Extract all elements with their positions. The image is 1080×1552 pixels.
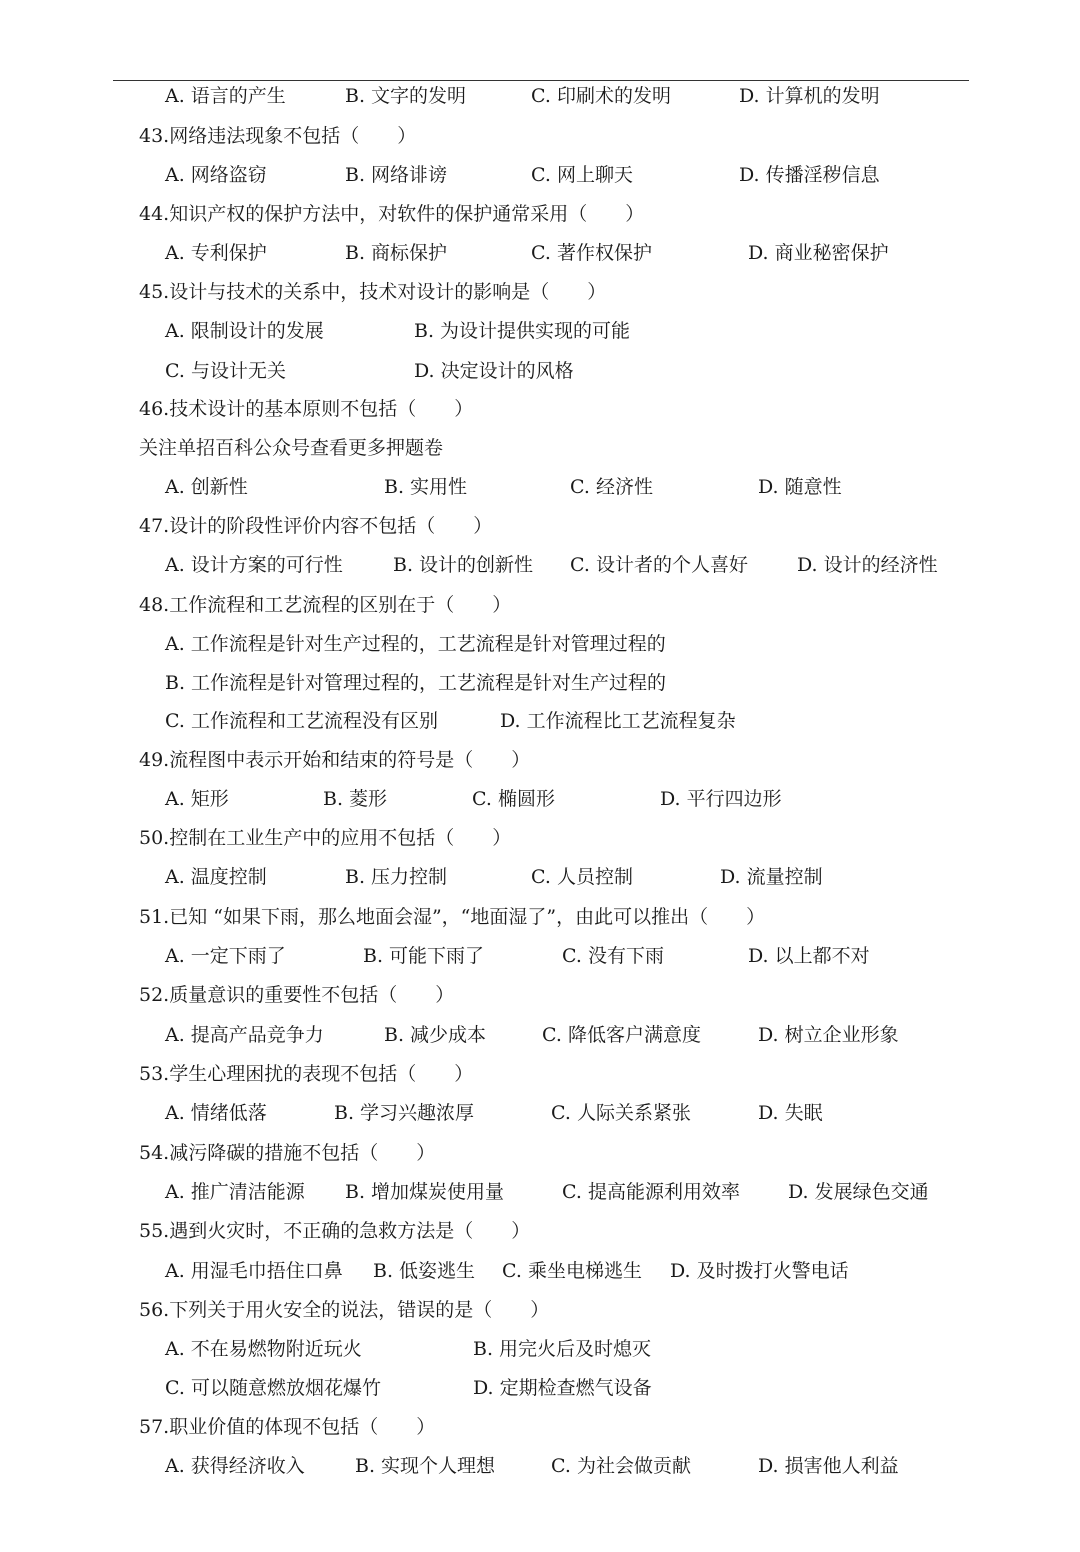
question-line bbox=[0, 1216, 1080, 1256]
question-line bbox=[0, 980, 1080, 1020]
question-line bbox=[0, 511, 1080, 551]
answer-option: C. 降低客户满意度 bbox=[542, 1024, 701, 1046]
answer-option: B. 压力控制 bbox=[345, 866, 448, 888]
answer-option: B. 为设计提供实现的可能 bbox=[414, 320, 631, 342]
options-line bbox=[0, 81, 1080, 121]
answer-option: C. 椭圆形 bbox=[472, 788, 555, 810]
question-line bbox=[0, 745, 1080, 785]
answer-option: A. 限制设计的发展 bbox=[165, 320, 324, 342]
answer-option: C. 人际关系紧张 bbox=[551, 1102, 691, 1124]
answer-option: C. 提高能源利用效率 bbox=[562, 1181, 740, 1203]
answer-option: D. 流量控制 bbox=[720, 866, 823, 888]
answer-option: D. 失眠 bbox=[758, 1102, 823, 1124]
options-line bbox=[0, 160, 1080, 200]
answer-option: C. 印刷术的发明 bbox=[531, 85, 671, 107]
answer-option: D. 工作流程比工艺流程复杂 bbox=[500, 710, 736, 732]
question-text: 45.设计与技术的关系中，技术对设计的影响是（ ） bbox=[139, 281, 607, 303]
answer-option: A. 矩形 bbox=[165, 788, 229, 810]
answer-option: D. 决定设计的风格 bbox=[414, 360, 574, 382]
answer-option: B. 可能下雨了 bbox=[363, 945, 485, 967]
question-line bbox=[0, 1412, 1080, 1452]
answer-option: D. 损害他人利益 bbox=[758, 1455, 899, 1477]
question-text: 47.设计的阶段性评价内容不包括（ ） bbox=[139, 515, 493, 537]
options-line bbox=[0, 1373, 1080, 1413]
question-text: 46.技术设计的基本原则不包括（ ） bbox=[139, 398, 474, 420]
question-text: 57.职业价值的体现不包括（ ） bbox=[139, 1416, 436, 1438]
answer-option: D. 及时拨打火警电话 bbox=[670, 1260, 849, 1282]
answer-option: D. 发展绿色交通 bbox=[788, 1181, 929, 1203]
answer-option: B. 实现个人理想 bbox=[355, 1455, 496, 1477]
question-line bbox=[0, 199, 1080, 239]
answer-option: A. 语言的产生 bbox=[165, 85, 286, 107]
answer-option: B. 实用性 bbox=[384, 476, 468, 498]
question-line bbox=[0, 121, 1080, 161]
options-line bbox=[0, 862, 1080, 902]
answer-option: C. 为社会做贡献 bbox=[551, 1455, 691, 1477]
question-text: 44.知识产权的保护方法中，对软件的保护通常采用（ ） bbox=[139, 203, 645, 225]
answer-option: A. 工作流程是针对生产过程的，工艺流程是针对管理过程的 bbox=[165, 633, 666, 655]
answer-option: C. 经济性 bbox=[570, 476, 653, 498]
question-text: 53.学生心理困扰的表现不包括（ ） bbox=[139, 1063, 474, 1085]
answer-option: B. 工作流程是针对管理过程的，工艺流程是针对生产过程的 bbox=[165, 672, 667, 694]
question-line bbox=[0, 1295, 1080, 1335]
options-line bbox=[0, 1020, 1080, 1060]
answer-option: A. 情绪低落 bbox=[165, 1102, 267, 1124]
answer-option: C. 没有下雨 bbox=[562, 945, 664, 967]
answer-option: A. 创新性 bbox=[165, 476, 248, 498]
question-text: 48.工作流程和工艺流程的区别在于（ ） bbox=[139, 594, 512, 616]
options-line bbox=[0, 1334, 1080, 1374]
question-line bbox=[0, 823, 1080, 863]
options-line bbox=[0, 668, 1080, 708]
options-line bbox=[0, 1098, 1080, 1138]
answer-option: A. 用湿毛巾捂住口鼻 bbox=[165, 1260, 343, 1282]
notice-line bbox=[0, 433, 1080, 473]
question-text: 50.控制在工业生产中的应用不包括（ ） bbox=[139, 827, 512, 849]
options-line bbox=[0, 316, 1080, 356]
question-line bbox=[0, 1138, 1080, 1178]
question-text: 55.遇到火灾时，不正确的急救方法是（ ） bbox=[139, 1220, 531, 1242]
answer-option: D. 定期检查燃气设备 bbox=[473, 1377, 652, 1399]
answer-option: C. 网上聊天 bbox=[531, 164, 633, 186]
question-line bbox=[0, 394, 1080, 434]
options-line bbox=[0, 941, 1080, 981]
answer-option: B. 减少成本 bbox=[384, 1024, 487, 1046]
question-text: 54.减污降碳的措施不包括（ ） bbox=[139, 1142, 436, 1164]
answer-option: C. 乘坐电梯逃生 bbox=[502, 1260, 642, 1282]
answer-option: D. 计算机的发明 bbox=[739, 85, 880, 107]
question-text: 43.网络违法现象不包括（ ） bbox=[139, 125, 417, 147]
answer-option: A. 提高产品竞争力 bbox=[165, 1024, 324, 1046]
options-line bbox=[0, 784, 1080, 824]
answer-option: A. 不在易燃物附近玩火 bbox=[165, 1338, 362, 1360]
question-text: 49.流程图中表示开始和结束的符号是（ ） bbox=[139, 749, 531, 771]
answer-option: C. 设计者的个人喜好 bbox=[570, 554, 748, 576]
notice-text: 关注单招百科公众号查看更多押题卷 bbox=[139, 437, 444, 459]
options-line bbox=[0, 550, 1080, 590]
options-line bbox=[0, 472, 1080, 512]
question-line bbox=[0, 1059, 1080, 1099]
question-line bbox=[0, 590, 1080, 630]
options-line bbox=[0, 356, 1080, 396]
options-line bbox=[0, 1451, 1080, 1491]
answer-option: C. 人员控制 bbox=[531, 866, 633, 888]
answer-option: A. 一定下雨了 bbox=[165, 945, 286, 967]
options-line bbox=[0, 1177, 1080, 1217]
answer-option: C. 工作流程和工艺流程没有区别 bbox=[165, 710, 438, 732]
answer-option: A. 获得经济收入 bbox=[165, 1455, 305, 1477]
answer-option: A. 设计方案的可行性 bbox=[165, 554, 343, 576]
answer-option: C. 可以随意燃放烟花爆竹 bbox=[165, 1377, 381, 1399]
answer-option: B. 菱形 bbox=[323, 788, 388, 810]
answer-option: B. 文字的发明 bbox=[345, 85, 467, 107]
answer-option: B. 网络诽谤 bbox=[345, 164, 448, 186]
answer-option: C. 与设计无关 bbox=[165, 360, 286, 382]
answer-option: A. 专利保护 bbox=[165, 242, 267, 264]
answer-option: D. 树立企业形象 bbox=[758, 1024, 899, 1046]
answer-option: C. 著作权保护 bbox=[531, 242, 652, 264]
answer-option: A. 温度控制 bbox=[165, 866, 267, 888]
answer-option: D. 商业秘密保护 bbox=[748, 242, 889, 264]
answer-option: D. 平行四边形 bbox=[660, 788, 782, 810]
answer-option: B. 低姿逃生 bbox=[373, 1260, 476, 1282]
options-line bbox=[0, 1256, 1080, 1296]
answer-option: B. 设计的创新性 bbox=[393, 554, 534, 576]
answer-option: B. 用完火后及时熄灭 bbox=[473, 1338, 652, 1360]
answer-option: A. 网络盗窃 bbox=[165, 164, 267, 186]
answer-option: B. 商标保护 bbox=[345, 242, 448, 264]
question-line bbox=[0, 277, 1080, 317]
answer-option: D. 传播淫秽信息 bbox=[739, 164, 880, 186]
answer-option: D. 随意性 bbox=[758, 476, 842, 498]
answer-option: D. 以上都不对 bbox=[748, 945, 870, 967]
options-line bbox=[0, 238, 1080, 278]
question-text: 51.已知 “如果下雨，那么地面会湿”，“地面湿了”，由此可以推出（ ） bbox=[139, 906, 766, 928]
answer-option: B. 学习兴趣浓厚 bbox=[334, 1102, 475, 1124]
options-line bbox=[0, 706, 1080, 746]
options-line bbox=[0, 629, 1080, 669]
question-line bbox=[0, 902, 1080, 942]
question-text: 52.质量意识的重要性不包括（ ） bbox=[139, 984, 455, 1006]
answer-option: B. 增加煤炭使用量 bbox=[345, 1181, 505, 1203]
question-text: 56.下列关于用火安全的说法，错误的是（ ） bbox=[139, 1299, 550, 1321]
answer-option: A. 推广清洁能源 bbox=[165, 1181, 305, 1203]
answer-option: D. 设计的经济性 bbox=[797, 554, 938, 576]
